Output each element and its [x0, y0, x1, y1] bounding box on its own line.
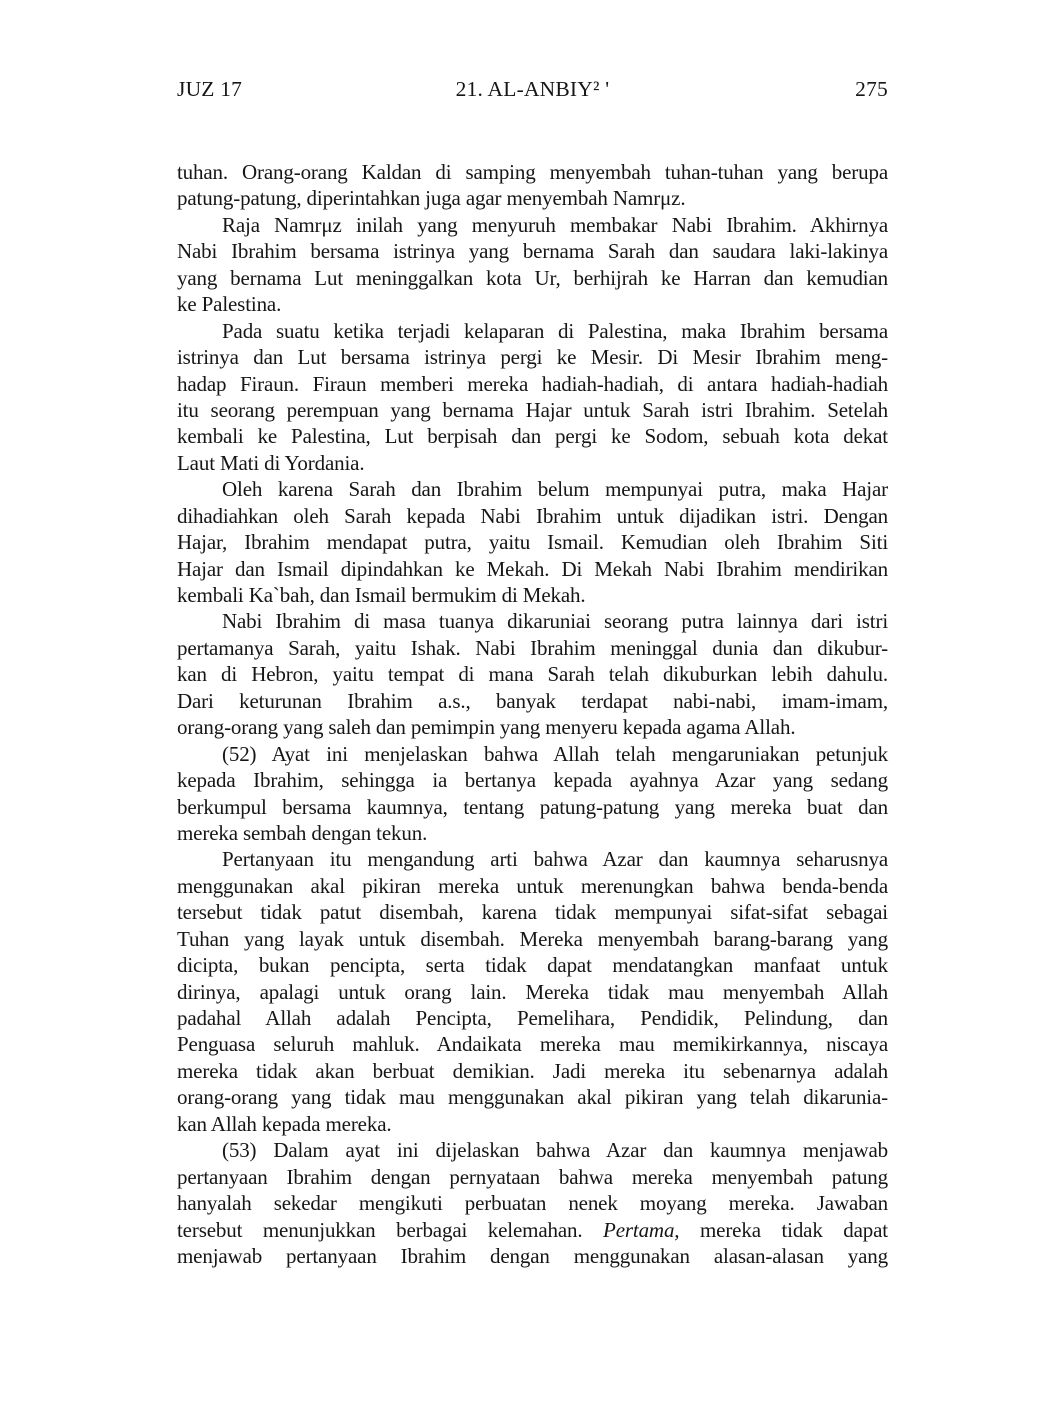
text-line: Pertanyaan itu mengandung arti bahwa Azar dan kaumnya seharusnya [222, 847, 888, 872]
text-line: Raja Namrμz inilah yang menyuruh membakar Nabi Ibrahim. Akhirnya [222, 212, 888, 237]
text-line: (52) Ayat ini menjelaskan bahwa Allah telah mengaruniakan petunjuk [222, 741, 888, 766]
text-run: tersebut menunjukkan berbagai kelemahan. [177, 1217, 604, 1242]
text-line: hanyalah sekedar mengikuti perbuatan nenek moyang mereka. Jawaban [177, 1191, 888, 1216]
body-text [177, 159, 888, 1269]
paragraph [177, 1137, 888, 1269]
text-line: istrinya dan Lut bersama istrinya pergi ke Mesir. Di Mesir Ibrahim meng- [177, 345, 888, 370]
text-line: kembali ke Palestina, Lut berpisah dan pergi ke Sodom, sebuah kota dekat [177, 424, 888, 449]
chapter-title: 21. AL-ANBIY² ' [455, 77, 610, 101]
paragraph [177, 159, 888, 212]
text-line: mereka sembah dengan tekun. [177, 820, 428, 845]
text-line: Pada suatu ketika terjadi kelaparan di Palestina, maka Ibrahim bersama [222, 318, 888, 343]
text-run: mereka tidak dapat [679, 1217, 888, 1242]
text-line: orang-orang yang saleh dan pemimpin yang menyeru kepada agama Allah. [177, 715, 796, 740]
paragraph [177, 476, 888, 608]
text-line: Nabi Ibrahim di masa tuanya dikaruniai seorang putra lainnya dari istri [222, 609, 888, 634]
text-line: kembali Ka`bah, dan Ismail bermukim di Mekah. [177, 583, 586, 607]
text-line: Laut Mati di Yordania. [177, 450, 365, 475]
text-line: (53) Dalam ayat ini dijelaskan bahwa Azar dan kaumnya menjawab [222, 1138, 888, 1163]
text-line: kan Allah kepada mereka. [177, 1111, 392, 1136]
page-header [177, 76, 888, 102]
text-line [177, 1217, 888, 1243]
paragraph [177, 741, 888, 847]
text-line: pertamanya Sarah, yaitu Ishak. Nabi Ibrahim meninggal dunia dan dikubur- [177, 635, 888, 660]
text-line: kepada Ibrahim, sehingga ia bertanya kepada ayahnya Azar yang sedang [177, 768, 888, 793]
text-line: itu seorang perempuan yang bernama Hajar untuk Sarah istri Ibrahim. Setelah [177, 397, 888, 422]
text-line: padahal Allah adalah Pencipta, Pemelihara, Pendidik, Pelindung, dan [177, 1006, 888, 1030]
text-line: ke Palestina. [177, 292, 282, 317]
juz-label: JUZ 17 [177, 77, 243, 101]
paragraph [177, 846, 888, 1137]
text-line: pertanyaan Ibrahim dengan pernyataan bahwa mereka menyembah patung [177, 1164, 888, 1189]
text-line: kan di Hebron, yaitu tempat di mana Sarah telah dikuburkan lebih dahulu. [177, 662, 888, 687]
text-line: dihadiahkan oleh Sarah kepada Nabi Ibrahim untuk dijadikan istri. Dengan [177, 503, 888, 528]
text-line: Dari keturunan Ibrahim a.s., banyak terdapat nabi-nabi, imam-imam, [177, 688, 888, 713]
text-line: orang-orang yang tidak mau menggunakan akal pikiran yang telah dikarunia- [177, 1085, 888, 1110]
text-line: menggunakan akal pikiran mereka untuk merenungkan bahwa benda-benda [177, 873, 888, 898]
text-line: Oleh karena Sarah dan Ibrahim belum mempunyai putra, maka Hajar [222, 477, 888, 502]
text-line: Hajar dan Ismail dipindahkan ke Mekah. Di Mekah Nabi Ibrahim mendirikan [177, 556, 888, 581]
text-line: dirinya, apalagi untuk orang lain. Mereka tidak mau menyembah Allah [177, 979, 888, 1004]
text-line: patung-patung, diperintahkan juga agar menyembah Namrμz. [177, 186, 686, 211]
text-line: menjawab pertanyaan Ibrahim dengan menggunakan alasan-alasan yang [177, 1243, 888, 1268]
text-line: tersebut tidak patut disembah, karena tidak mempunyai sifat-sifat sebagai [177, 900, 888, 925]
text-line: Penguasa seluruh mahluk. Andaikata mereka mau memikirkannya, niscaya [177, 1032, 888, 1057]
page-number: 275 [855, 77, 888, 101]
text-line: mereka tidak akan berbuat demikian. Jadi mereka itu sebenarnya adalah [177, 1058, 888, 1083]
text-line: yang bernama Lut meninggalkan kota Ur, berhijrah ke Harran dan kemudian [177, 265, 888, 290]
text-line: dicipta, bukan pencipta, serta tidak dapat mendatangkan manfaat untuk [177, 953, 888, 978]
paragraph [177, 608, 888, 740]
italic-term: Pertama, [603, 1217, 680, 1242]
text-line: Nabi Ibrahim bersama istrinya yang bernama Sarah dan saudara laki-lakinya [177, 239, 888, 264]
text-line: Hajar, Ibrahim mendapat putra, yaitu Ismail. Kemudian oleh Ibrahim Siti [177, 530, 888, 555]
text-line: hadap Firaun. Firaun memberi mereka hadiah-hadiah, di antara hadiah-hadiah [177, 371, 888, 396]
text-line: berkumpul bersama kaumnya, tentang patung-patung yang mereka buat dan [177, 794, 888, 819]
text-line: Tuhan yang layak untuk disembah. Mereka menyembah barang-barang yang [177, 926, 888, 951]
paragraph [177, 212, 888, 318]
text-line: tuhan. Orang-orang Kaldan di samping menyembah tuhan-tuhan yang berupa [177, 160, 888, 184]
paragraph [177, 318, 888, 477]
